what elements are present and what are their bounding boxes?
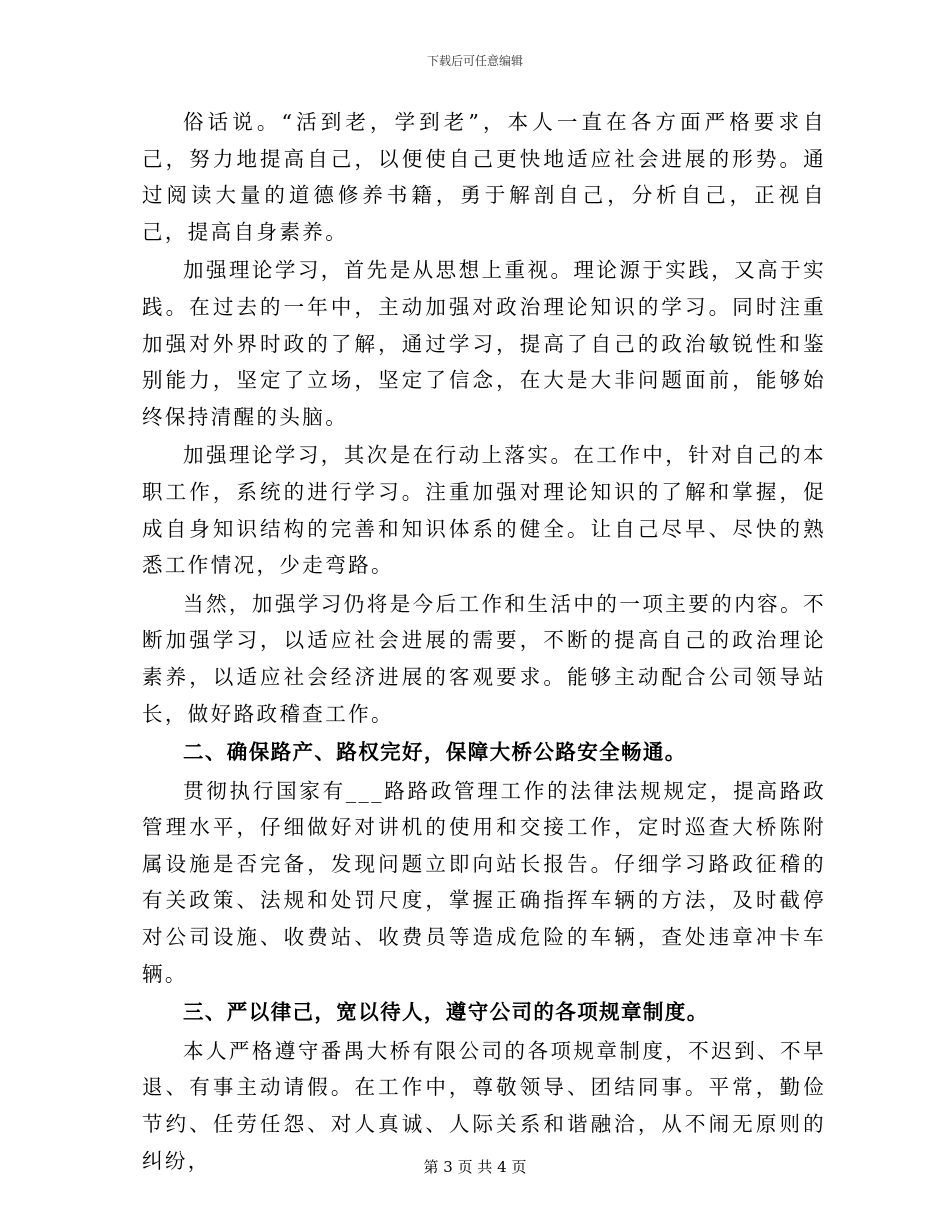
document-body bbox=[142, 104, 826, 1181]
paragraph-rules: 本人严格遵守番禺大桥有限公司的各项规章制度，不迟到、不早退、有事主动请假。在工作中，尊敬领导、团结同事。平常，勤俭节约、任劳任怨、对人真诚、人际关系和谐融洽，从不闹无原则的纠纷， bbox=[142, 1038, 826, 1173]
section-heading-2: 二、确保路产、路权完好，保障大桥公路安全畅通。 bbox=[183, 740, 687, 765]
section-heading-3: 三、严以律己，宽以待人，遵守公司的各项规章制度。 bbox=[183, 1000, 709, 1025]
paragraph-theory-action: 加强理论学习，其次是在行动上落实。在工作中，针对自己的本职工作，系统的进行学习。注重加强对理论知识的了解和掌握，促成自身知识结构的完善和知识体系的健全。让自己尽早、尽快的熟悉工作情况，少走弯路。 bbox=[142, 443, 826, 578]
paragraph-learning-intro: 俗话说。“活到老，学到老”，本人一直在各方面严格要求自己，努力地提高自己，以便使自己更快地适应社会进展的形势。通过阅读大量的道德修养书籍，勇于解剖自己，分析自己，正视自己，提高自身素养。 bbox=[142, 110, 826, 244]
paragraph-road-safety: 贯彻执行国家有___路路政管理工作的法律法规规定，提高路政管理水平，仔细做好对讲机的使用和交接工作，定时巡查大桥陈附属设施是否完备，发现问题立即向站长报告。仔细学习路政征稽的有关政策、法规和处罚尺度，掌握正确指挥车辆的方法，及时截停对公司设施、收费站、收费员等造成危险的车辆，查处违章冲卡车辆。 bbox=[142, 778, 826, 986]
page-footer: 第 3 页 共 4 页 bbox=[423, 1158, 527, 1176]
page-header: 下载后可任意编辑 bbox=[426, 54, 523, 68]
paragraph-future-learning: 当然，加强学习仍将是今后工作和生活中的一项主要的内容。不断加强学习，以适应社会进展的需要，不断的提高自己的政治理论素养，以适应社会经济进展的客观要求。能够主动配合公司领导站长，做好路政稽查工作。 bbox=[142, 591, 826, 726]
paragraph-theory-thought: 加强理论学习，首先是从思想上重视。理论源于实践，又高于实践。在过去的一年中，主动加强对政治理论知识的学习。同时注重加强对外界时政的了解，通过学习，提高了自己的政治敏锐性和鉴别能力，坚定了立场，坚定了信念，在大是大非问题面前，能够始终保持清醒的头脑。 bbox=[142, 258, 826, 429]
